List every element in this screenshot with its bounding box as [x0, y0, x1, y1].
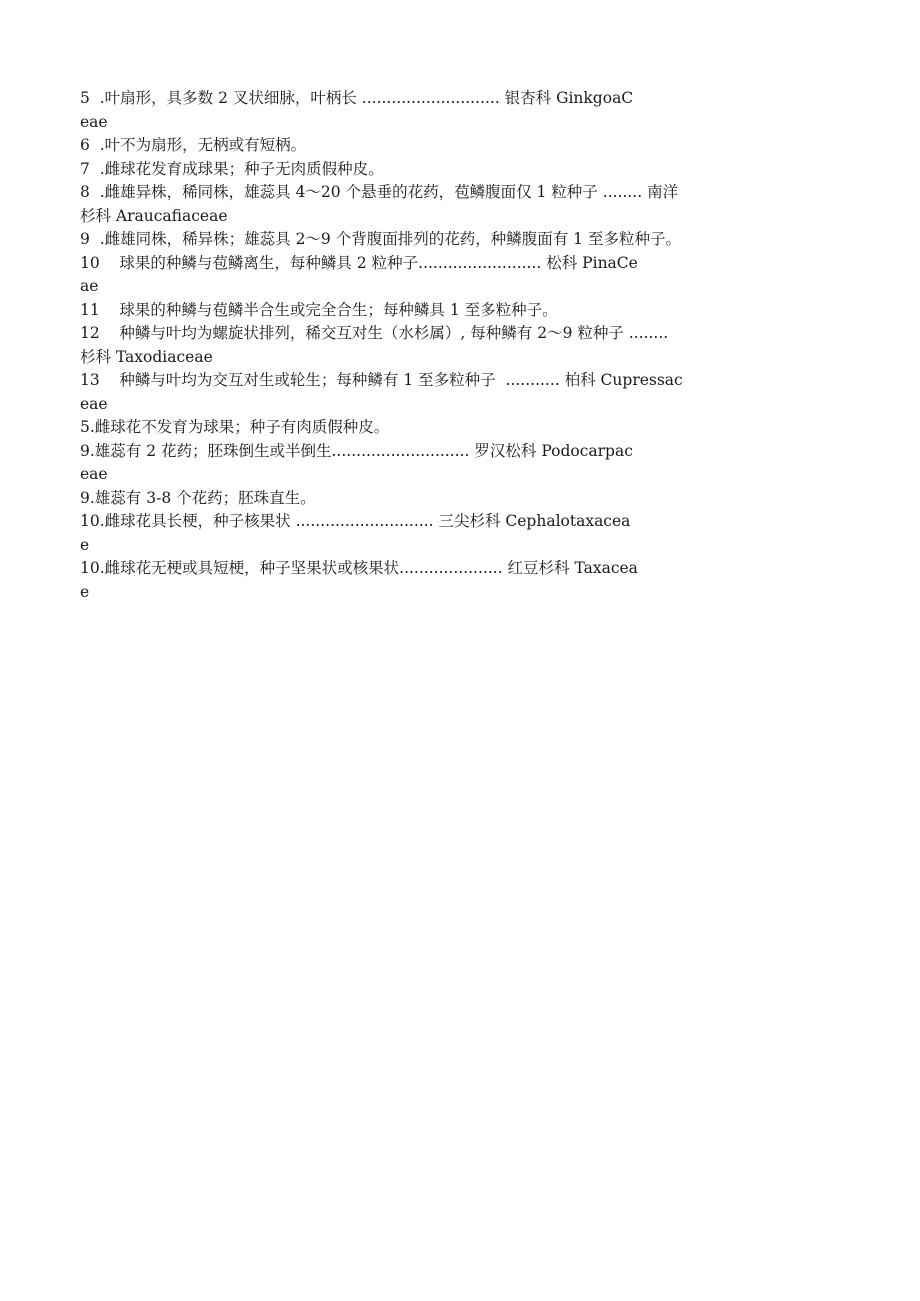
text-line: 9.雄蕊有 2 花药；胚珠倒生或半倒生............................ 罗汉松科 Podocarpac	[80, 441, 633, 460]
text-line: eae	[80, 465, 108, 483]
text-line: eae	[80, 112, 108, 131]
text-line: 杉科 Araucafiaceae	[80, 206, 228, 225]
text-line: ae	[80, 277, 99, 295]
text-line: 5.雌球花不发育为球果；种子有肉质假种皮。	[80, 418, 390, 436]
text-line: 13 种鳞与叶均为交互对生或轮生；每种鳞有 1 至多粒种子 ........... 柏科 Cupressac	[80, 371, 683, 389]
key-text-block	[80, 87, 810, 604]
text-line: 7 .雌球花发育成球果；种子无肉质假种皮。	[80, 159, 384, 178]
text-line: e	[80, 582, 90, 601]
text-line: 10 球果的种鳞与苞鳞离生，每种鳞具 2 粒种子......................... 松科 PinaCe	[80, 253, 638, 272]
text-line: 10.雌球花具长梗，种子核果状 ............................ 三尖杉科 Cephalotaxacea	[80, 512, 631, 530]
text-line: e	[80, 535, 90, 554]
text-line: 6 .叶不为扇形，无柄或有短柄。	[80, 136, 307, 154]
text-line: 8 .雌雄异株，稀同株，雄蕊具 4～20 个悬垂的花药，苞鳞腹面仅 1 粒种子 ........ 南洋	[80, 183, 679, 201]
text-line: 11 球果的种鳞与苞鳞半合生或完全合生；每种鳞具 1 至多粒种子。	[80, 300, 558, 319]
text-line: 10.雌球花无梗或具短梗，种子坚果状或核果状..................... 红豆杉科 Taxacea	[80, 559, 638, 577]
text-line: eae	[80, 394, 108, 413]
text-line: 12 种鳞与叶均为螺旋状排列，稀交互对生（水杉属）, 每种鳞有 2～9 粒种子 ........	[80, 324, 669, 342]
text-line: 9.雄蕊有 3-8 个花药；胚珠直生。	[80, 488, 316, 507]
text-line: 9 .雌雄同株，稀异株；雄蕊具 2～9 个背腹面排列的花药，种鳞腹面有 1 至多粒种子。	[80, 230, 681, 248]
text-line: 杉科 Taxodiaceae	[80, 347, 213, 366]
text-line: 5 .叶扇形，具多数 2 叉状细脉，叶柄长 ............................ 银杏科 GinkgoaC	[80, 89, 634, 107]
